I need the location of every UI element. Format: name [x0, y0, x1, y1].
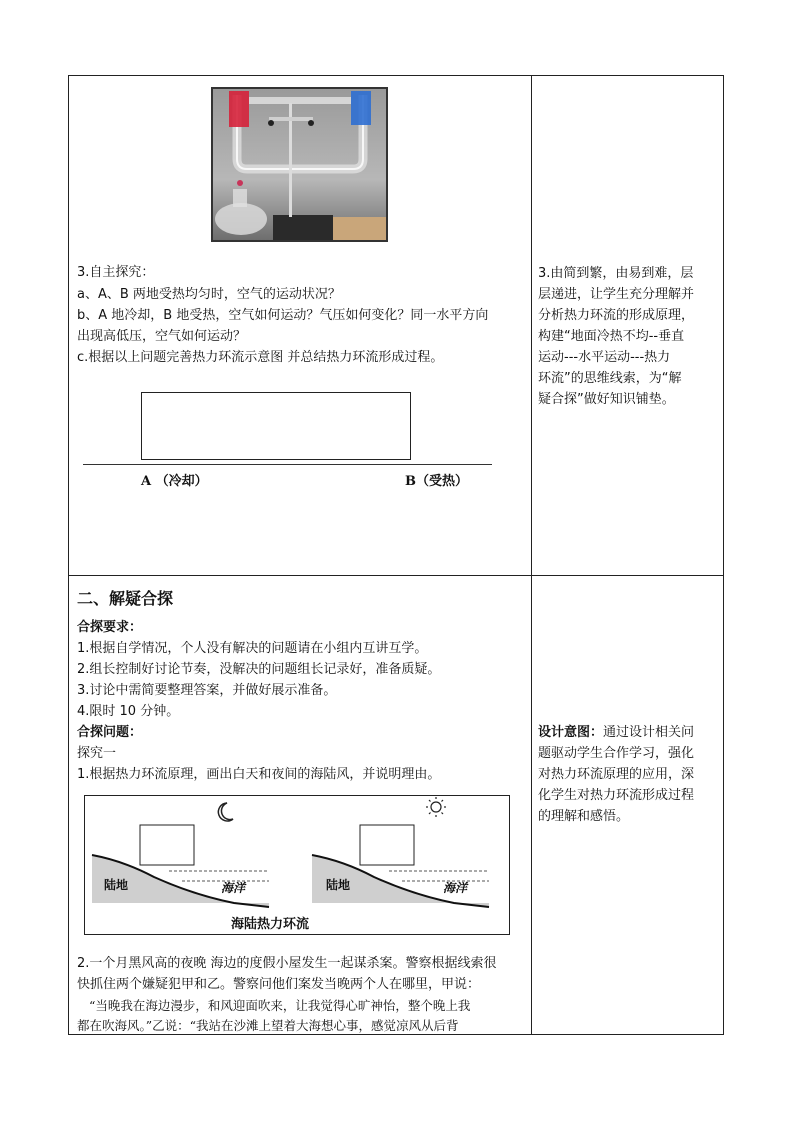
sea-label-night: 海洋: [221, 881, 246, 895]
figure-caption: 海陆热力环流: [231, 917, 310, 932]
design-line: 对热力环流原理的应用，深: [538, 767, 695, 782]
day-drawing-box: [360, 825, 414, 865]
convection-apparatus-illustration: [213, 89, 386, 240]
moon-icon: [218, 803, 233, 821]
note-line: 层递进，让学生充分理解并: [538, 287, 695, 302]
table-row-divider: [68, 575, 724, 576]
design-heading: 设计意图：: [538, 725, 604, 740]
question-1: 1.根据热力环流原理，画出白天和夜间的海陆风，并说明理由。: [77, 767, 441, 782]
note-line: 构建“地面冷热不均--垂直: [538, 329, 685, 344]
quote-line: 都在吹海风。”乙说：“我站在沙滩上望着大海想心事，感觉凉风从后背: [77, 1018, 459, 1033]
requirement-item: 1.根据自学情况，个人没有解决的问题请在小组内互讲互学。: [77, 641, 428, 656]
note-line: 3.由简到繁，由易到难，层: [538, 266, 694, 281]
note-line: 运动---水平运动---热力: [538, 350, 671, 365]
question-c: c.根据以上问题完善热力环流示意图 并总结热力环流形成过程。: [77, 350, 444, 365]
problems-heading: 合探问题：: [77, 725, 143, 740]
requirement-item: 2.组长控制好讨论节奏，没解决的问题组长记录好，准备质疑。: [77, 662, 441, 677]
section-title: 二、解疑合探: [77, 589, 174, 608]
requirement-item: 4.限时 10 分钟。: [77, 704, 180, 719]
requirements-heading: 合探要求：: [77, 620, 143, 635]
design-line-1: [538, 722, 694, 743]
note-line: 分析热力环流的形成原理，: [538, 308, 695, 323]
land-label-day: 陆地: [326, 878, 351, 892]
design-line: 题驱动学生合作学习，强化: [538, 746, 695, 761]
quote-line: “当晚我在海边漫步，和风迎面吹来，让我觉得心旷神怡，整个晚上我: [89, 998, 471, 1013]
question-b-line2: 出现高低压，空气如何运动？: [77, 329, 247, 344]
note-line: 环流”的思维线索，为“解: [538, 371, 682, 386]
table-border-top: [68, 75, 724, 76]
design-line: 化学生对热力环流形成过程: [538, 788, 695, 803]
label-a-cooling: A （冷却）: [141, 474, 208, 489]
night-drawing-box: [140, 825, 194, 865]
land-label-night: 陆地: [104, 878, 129, 892]
label-b-heating: B（受热）: [405, 474, 468, 489]
experiment-photo: [211, 87, 388, 242]
design-note-1: [538, 263, 694, 410]
question-2-line: 2.一个月黑风高的夜晚 海边的度假小屋发生一起谋杀案。警察根据线索很: [77, 956, 497, 971]
explore-heading: 3.自主探究：: [77, 265, 155, 280]
explore-one-label: 探究一: [77, 746, 117, 761]
design-text: 通过设计相关问: [603, 725, 695, 740]
note-line: 疑合探”做好知识铺垫。: [538, 392, 675, 407]
design-line: 的理解和感悟。: [538, 809, 630, 824]
question-b-line1: b、A 地冷却，B 地受热，空气如何运动？气压如何变化？同一水平方向: [77, 308, 489, 323]
table-border-right: [723, 75, 724, 1035]
ground-line: [83, 464, 492, 465]
question-2-line: 快抓住两个嫌疑犯甲和乙。警察问他们案发当晚两个人在哪里，甲说：: [77, 977, 481, 992]
table-border-left: [68, 75, 69, 1035]
design-intent: [538, 722, 694, 827]
table-column-divider: [531, 75, 532, 1035]
circulation-drawing-box[interactable]: [141, 392, 411, 460]
question-a: a、A、B 两地受热均匀时，空气的运动状况？: [77, 287, 341, 302]
sea-label-day: 海洋: [443, 881, 468, 895]
requirement-item: 3.讨论中需简要整理答案，并做好展示准备。: [77, 683, 337, 698]
sun-icon: [426, 797, 446, 817]
